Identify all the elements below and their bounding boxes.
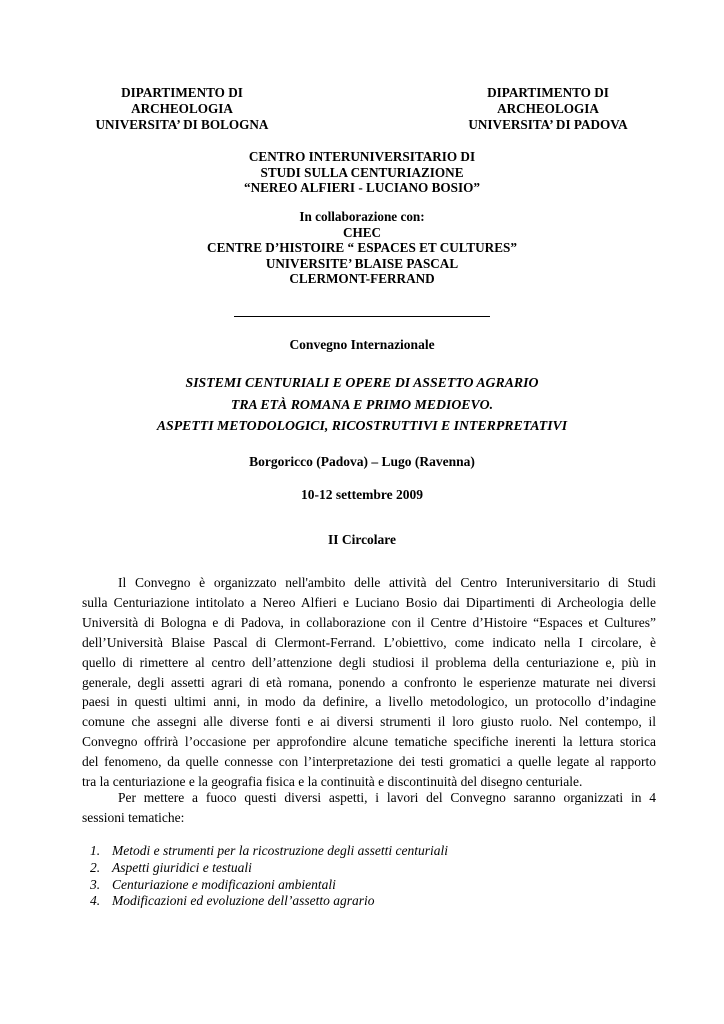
header-right-department xyxy=(448,85,648,133)
paragraph-line: sulla Centuriazione intitolato a Nereo Alfieri e Luciano Bosio dai Dipartimenti di Archeologia delle xyxy=(82,594,656,610)
research-center-block xyxy=(0,149,724,196)
paragraph-line: paesi in questi ultimi anni, in modo da definire, a livello metodologico, un protocollo d’indagine xyxy=(82,694,656,710)
center-line: STUDI SULLA CENTURIAZIONE xyxy=(260,164,464,180)
circular-heading: II Circolare xyxy=(327,532,397,547)
header-line: DIPARTIMENTO DI xyxy=(121,85,243,100)
list-item-text: Metodi e strumenti per la ricostruzione degli assetti centuriali xyxy=(112,843,448,858)
list-item xyxy=(90,877,448,894)
event-title-line: SISTEMI CENTURIALI E OPERE DI ASSETTO AGRARIO xyxy=(185,375,539,390)
header-line: DIPARTIMENTO DI xyxy=(487,85,609,100)
list-item-number: 1. xyxy=(90,843,101,858)
body-paragraph-2 xyxy=(82,788,656,828)
event-type-heading: Convegno Internazionale xyxy=(289,337,435,352)
horizontal-divider xyxy=(234,316,490,317)
list-item-number: 3. xyxy=(90,876,101,892)
header-line: UNIVERSITA’ DI PADOVA xyxy=(468,117,628,132)
event-title xyxy=(0,372,724,437)
event-location: Borgoricco (Padova) – Lugo (Ravenna) xyxy=(249,454,475,469)
center-line: CENTRO INTERUNIVERSITARIO DI xyxy=(248,149,476,164)
paragraph-line: tra la centuriazione e la geografia fisica e la continuità e discontinuità del disegno centuriale. xyxy=(82,774,583,790)
paragraph-line: del fenomeno, da quelle connesse con l’interpretazione dei testi gromatici a quelle legate al rapporto xyxy=(82,754,656,770)
paragraph-line: Università di Bologna e di Padova, in collaborazione con il Centre d’Histoire “Espaces et Cultures” xyxy=(82,614,656,630)
collab-line: In collaborazione con: xyxy=(299,209,425,224)
header-line: ARCHEOLOGIA xyxy=(131,101,233,116)
center-line: “NEREO ALFIERI - LUCIANO BOSIO” xyxy=(244,180,480,195)
collab-line: CLERMONT-FERRAND xyxy=(289,271,435,286)
collab-line: CHEC xyxy=(342,224,382,240)
list-item xyxy=(90,893,448,910)
list-item-number: 4. xyxy=(90,893,101,909)
sessions-list xyxy=(90,843,448,910)
paragraph-line: comune che assegni alle diverse fonti e ai diversi strumenti il loro giusto ruolo. Nel contempo, il xyxy=(82,714,656,730)
paragraph-line: dell’Università Blaise Pascal di Clermont-Ferrand. L’obiettivo, come indicato nella I circolare, è xyxy=(82,634,656,650)
list-item-number: 2. xyxy=(90,859,101,875)
header-left-department xyxy=(82,85,282,133)
paragraph-line: generale, degli assetti agrari di età romana, ponendo a confronto le esperienze maturate nei diversi xyxy=(82,674,656,690)
paragraph-line: Il Convegno è organizzato nell'ambito delle attività del Centro Interuniversitario di Studi xyxy=(118,575,656,590)
list-item-text: Aspetti giuridici e testuali xyxy=(112,859,252,875)
paragraph-line: sessioni tematiche: xyxy=(82,809,185,825)
paragraph-line: Per mettere a fuoco questi diversi aspetti, i lavori del Convegno saranno organizzati in 4 xyxy=(118,790,656,805)
collab-line: CENTRE D’HISTOIRE “ ESPACES ET CULTURES” xyxy=(207,240,517,255)
event-dates: 10-12 settembre 2009 xyxy=(301,487,423,502)
event-title-line: ASPETTI METODOLOGICI, RICOSTRUTTIVI E INTERPRETATIVI xyxy=(156,418,568,433)
list-item-text: Modificazioni ed evoluzione dell’assetto agrario xyxy=(112,893,375,909)
paragraph-line: quello di rimettere al centro dell’attenzione degli studiosi il problema della centuriazione e, più in xyxy=(82,654,656,670)
paragraph-line: Convegno offrirà l’occasione per approfondire alcune tematiche specifiche inerenti la lettura storica xyxy=(82,734,656,750)
list-item xyxy=(90,843,448,860)
collab-line: UNIVERSITE’ BLAISE PASCAL xyxy=(265,255,459,271)
header-line: UNIVERSITA’ DI BOLOGNA xyxy=(95,117,269,132)
header-line: ARCHEOLOGIA xyxy=(497,101,599,116)
body-paragraph-1 xyxy=(82,573,656,792)
list-item xyxy=(90,860,448,877)
list-item-text: Centuriazione e modificazioni ambientali xyxy=(112,876,336,892)
collaboration-block xyxy=(0,209,724,287)
event-title-line: TRA ETÀ ROMANA E PRIMO MEDIOEVO. xyxy=(230,396,494,412)
